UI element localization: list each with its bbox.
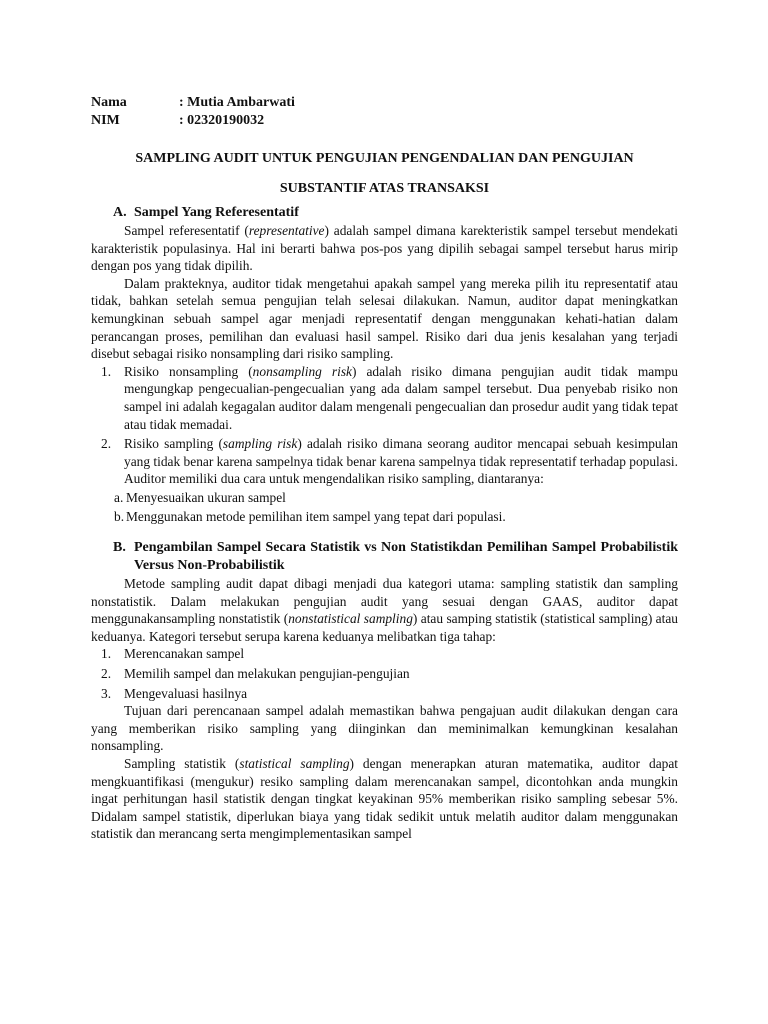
section-a-paragraph-1: Sampel referesentatif (representative) adalah sampel dimana karekteristik sampel tersebut mendekati karakteristik populasinya. Hal ini berarti bahwa pos-pos yang dipilih sebagai sampel tersebut harus mirip dengan pos yang tidak dipilih. [91, 223, 678, 274]
section-b-heading [113, 539, 678, 575]
nim-value: : 02320190032 [179, 113, 265, 128]
section-a-heading [113, 204, 678, 222]
section-a-title: Sampel Yang Referesentatif [134, 205, 299, 220]
document-content [91, 94, 678, 843]
nim-label: NIM [91, 113, 120, 128]
list-item: 1. Risiko nonsampling (nonsampling risk) adalah risiko dimana pengujian audit tidak mampu mengungkap pengecualian-pengecualian yang ada dalam sampel tersebut. Dua penyebab risiko non sampel ini adalah kegagalan auditor dalam mengenali pengecualian dan prosedur audit yang tidak tepat atau tidak memadai. [101, 363, 678, 432]
student-name-row [91, 94, 678, 112]
section-b-marker: B. [113, 540, 126, 556]
risk-list [91, 363, 678, 525]
list-item: 2. Risiko sampling (sampling risk) adalah risiko dimana seorang auditor mencapai sebuah kesimpulan yang tidak benar karena sampelnya tidak benar karena sampelnya tidak representatif terhadap populasi. Auditor memiliki dua cara untuk mengendalikan risiko sampling, diantaranya: [101, 436, 678, 487]
list-item: 1. Merencanakan sampel [101, 646, 245, 662]
section-b-title: Pengambilan Sampel Secara Statistik vs Non Statistikdan Pemilihan Sampel Probabilistik Versus Non-Probabilistik [134, 540, 678, 574]
section-b-paragraph-3: Sampling statistik (statistical sampling) dengan menerapkan aturan matematika, auditor dapat mengkuantifikasi (mengukur) resiko sampling dalam merencanakan sampel, dicontohkan anda mungkin ingat perhitungan hasil statistik dengan tingkat keyakinan 95% memberikan risiko sampling sebesar 5%. Didalam sampel statistik, diperlukan biaya yang tidak sedikit untuk melatih auditor dalam menggunakan statistik dan merancang serta mengimplementasikan sampel [91, 756, 678, 842]
list-item: 3. Mengevaluasi hasilnya [101, 685, 248, 701]
section-a-paragraph-2: Dalam prakteknya, auditor tidak mengetahui apakah sampel yang mereka pilih itu representatif atau tidak, bahkan setelah semua pengujian telah selesai dilakukan. Namun, auditor dapat meningkatkan kemungkinan sebuah sampel agar menjadi representatif dengan menggunakan kehati-hatian dalam perancangan proses, pemilihan dan evaluasi hasil sampel. Risiko dari dua jenis kesalahan yang terjadi disebut sebagai risiko nonsampling dari risiko sampling. [91, 275, 678, 362]
list-item: a. Menyesuaikan ukuran sampel [114, 489, 286, 505]
section-a-marker: A. [113, 205, 127, 220]
list-item: b. Menggunakan metode pemilihan item sampel yang tepat dari populasi. [114, 508, 506, 524]
document-title-line-1: SAMPLING AUDIT UNTUK PENGUJIAN PENGENDALIAN DAN PENGUJIAN [135, 151, 634, 166]
section-b-paragraph-2: Tujuan dari perencanaan sampel adalah memastikan bahwa pengajuan audit dilakukan dengan cara yang memberikan risiko sampling yang diinginkan dan meminimalkan kemungkinan kesalahan nonsampling. [91, 703, 678, 754]
document-title-line-2: SUBSTANTIF ATAS TRANSAKSI [279, 181, 490, 196]
section-b-paragraph-1: Metode sampling audit dapat dibagi menjadi dua kategori utama: sampling statistik dan sampling nonstatistik. Dalam melakukan pengujian audit yang sesuai dengan GAAS, auditor dapat menggunakansampling nonstatistik (nonstatistical sampling) atau samping statistik (statistical sampling) atau keduanya. Kategori tersebut serupa karena keduanya melibatkan tiga tahap: [91, 576, 678, 644]
steps-list [91, 645, 678, 702]
name-label: Nama [91, 95, 127, 110]
list-item: 2. Memilih sampel dan melakukan pengujian-pengujian [101, 666, 410, 682]
name-value: : Mutia Ambarwati [179, 95, 295, 110]
student-nim-row [91, 112, 678, 130]
